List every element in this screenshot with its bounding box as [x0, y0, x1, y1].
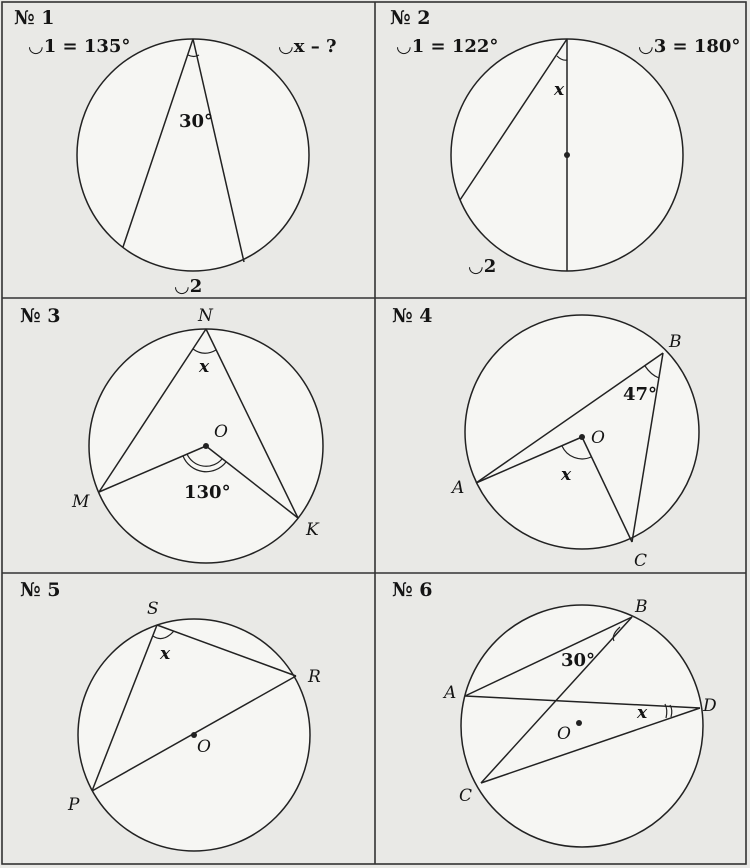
problem-6-point-B: B: [635, 597, 648, 617]
problem-6-point-O: O: [557, 724, 571, 744]
problem-4-circle: [465, 315, 699, 549]
problem-6-point-C: C: [459, 786, 473, 806]
problem-6-x-label: x: [637, 703, 648, 723]
problem-5: [20, 579, 321, 851]
problem-4-center-point: [579, 434, 585, 440]
problem-5-point-R: R: [308, 667, 321, 687]
problem-6-number: № 6: [392, 579, 433, 601]
problem-3-point-O: O: [214, 422, 228, 442]
problem-2-number: № 2: [390, 7, 431, 29]
problem-3: [20, 305, 323, 563]
problem-6-point-A: A: [444, 683, 457, 703]
problem-1-angle-label: 30°: [179, 111, 214, 132]
problem-4-number: № 4: [392, 305, 433, 327]
problem-1-circle: [77, 39, 309, 271]
problem-3-point-N: N: [198, 306, 213, 326]
problem-2-center-point: [564, 152, 570, 158]
problem-4-point-B: B: [669, 332, 682, 352]
problem-1-number: № 1: [14, 7, 55, 29]
problem-3-point-M: M: [72, 492, 90, 512]
problem-2-arc3-label: ◡3 = 180°: [638, 36, 741, 57]
problem-2-x-label: x: [554, 80, 565, 100]
problem-1: [14, 7, 337, 297]
problem-4: [392, 305, 699, 571]
problem-6-point-D: D: [703, 696, 717, 716]
problem-5-number: № 5: [20, 579, 61, 601]
problem-5-point-S: S: [147, 599, 159, 619]
problem-2-arc1-label: ◡1 = 122°: [396, 36, 499, 57]
problem-3-x-label: x: [199, 357, 210, 377]
problem-4-point-O: O: [591, 428, 605, 448]
problem-5-point-P: P: [68, 795, 80, 815]
problem-4-point-C: C: [634, 551, 648, 571]
problem-3-center-point: [203, 443, 209, 449]
problem-2: [390, 7, 740, 277]
problem-2-arc2-label: ◡2: [468, 256, 497, 277]
problem-5-x-label: x: [160, 644, 171, 664]
problem-3-number: № 3: [20, 305, 61, 327]
problem-6-center-point: [576, 720, 582, 726]
problem-4-x-label: x: [561, 465, 572, 485]
problem-6-angle-label: 30°: [561, 650, 596, 671]
problem-5-point-O: O: [197, 737, 211, 757]
problem-3-point-K: K: [306, 520, 319, 540]
problem-4-angle-label: 47°: [623, 384, 658, 405]
problem-3-angle-label: 130°: [184, 482, 231, 503]
problem-6: [392, 579, 717, 847]
problem-1-arc1-label: ◡1 = 135°: [28, 36, 131, 57]
problem-1-arcx-label: ◡x – ?: [278, 36, 337, 57]
problem-1-arc2-label: ◡2: [174, 276, 203, 297]
problem-4-point-A: A: [452, 478, 465, 498]
